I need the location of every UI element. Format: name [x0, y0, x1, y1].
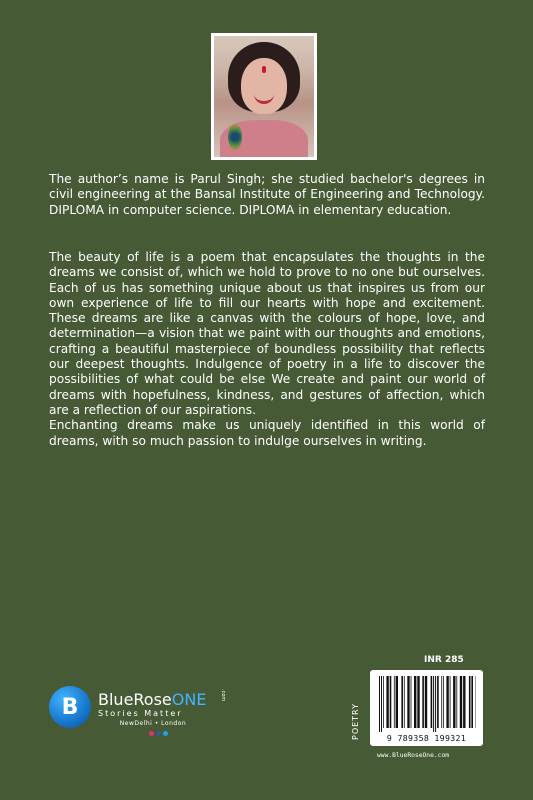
publisher-website: www.BlueRoseOne.com: [377, 752, 450, 759]
facebook-icon: [156, 731, 161, 736]
publisher-logo: [49, 686, 239, 756]
logo-letter: B: [61, 694, 79, 720]
publisher-name-suffix: .com: [220, 689, 226, 702]
publisher-cities: NewDelhi • London: [119, 720, 187, 727]
author-bio: The author’s name is Parul Singh; she studied bachelor's degrees in civil engineering at the Bansal Institute of Engineering and Technology. DIPLOMA in computer science. DIPLOMA in elementary education.: [49, 172, 485, 217]
genre-label: POETRY: [351, 703, 360, 740]
bluerose-logo-icon: [49, 686, 91, 728]
blurb: [49, 250, 485, 449]
publisher-name: [98, 690, 206, 709]
blurb-paragraph-1: The beauty of life is a poem that encapsulates the thoughts in the dreams we consist of, which we hold to prove to no one but ourselves. Each of us has something unique about us that inspires us from our own experience of life to fill our hearts with hope and excitement. These dreams are like a canvas with the colours of hope, love, and determination—a vision that we paint with our thoughts and emotions, crafting a beautiful masterpiece of boundless possibility that reflects our deepest thoughts. Indulgence of poetry in a life to discover the possibilities of what could be else We create and paint our world of dreams with hopefulness, kindness, and gestures of affection, which are a reflection of our aspirations.: [49, 250, 485, 417]
author-portrait-image: [214, 36, 314, 157]
peacock-feather-icon: [228, 124, 242, 150]
isbn-barcode: [370, 670, 483, 746]
publisher-name-accent: ONE: [171, 690, 207, 709]
publisher-name-main: BlueRose: [98, 690, 172, 709]
author-photo: [211, 33, 317, 160]
blurb-paragraph-2: Enchanting dreams make us uniquely identified in this world of dreams, with so much passion to indulge ourselves in writing.: [49, 418, 485, 448]
twitter-icon: [163, 731, 168, 736]
publisher-tagline: Stories Matter: [98, 709, 183, 718]
price-label: INR 285: [424, 655, 464, 665]
social-icons: [149, 731, 168, 736]
barcode-bars: [377, 676, 476, 732]
isbn-digits: 9 789358 199321: [386, 733, 467, 743]
instagram-icon: [149, 731, 154, 736]
